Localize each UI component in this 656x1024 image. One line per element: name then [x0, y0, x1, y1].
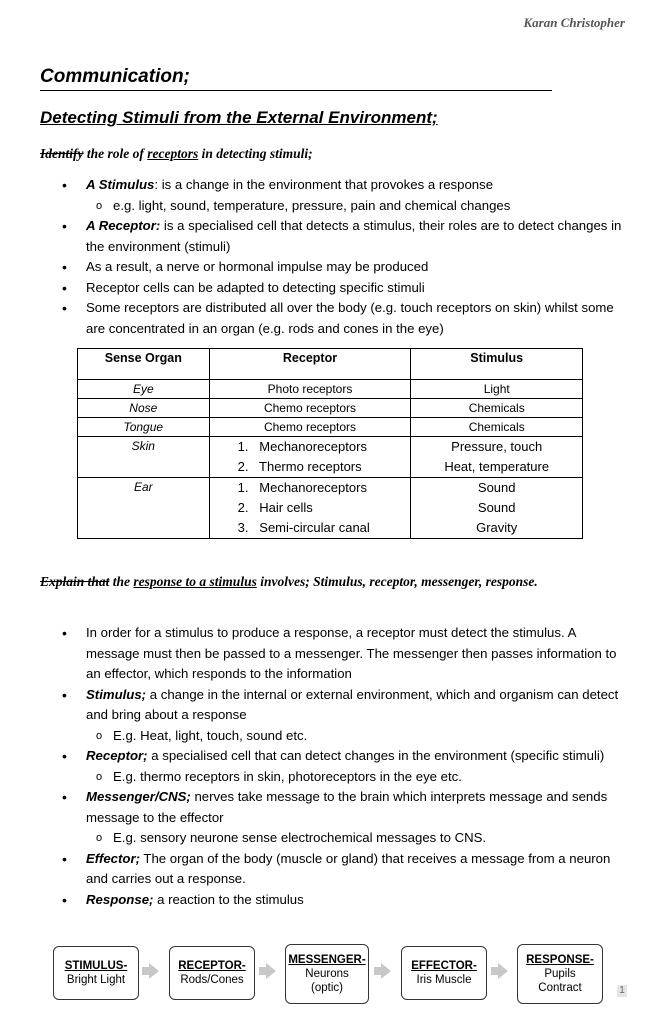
flow-text: Bright Light — [66, 974, 126, 986]
list-item — [40, 278, 630, 299]
receptor-entry: 2. Thermo receptors — [237, 459, 362, 474]
heading-text: in detecting stimuli; — [198, 146, 313, 161]
table-cell: Ear — [78, 478, 210, 539]
table-row — [78, 380, 583, 399]
column-header: Sense Organ — [78, 349, 210, 380]
section2-list — [40, 623, 630, 910]
item-text: E.g. Heat, light, touch, sound etc. — [113, 727, 308, 743]
flow-label: STIMULUS- — [64, 960, 128, 972]
list-item — [40, 623, 630, 685]
list-item — [40, 890, 630, 911]
section1-heading — [40, 146, 313, 162]
heading-struck-word: Explain that — [40, 574, 110, 589]
page-subtitle: Detecting Stimuli from the External Environment; — [40, 108, 438, 127]
list-item — [40, 216, 630, 257]
list-item — [40, 849, 630, 890]
table-cell: Chemo receptors — [209, 418, 411, 437]
item-text: a reaction to the stimulus — [153, 891, 304, 907]
item-text: The organ of the body (muscle or gland) that receives a message from a neuron and carries out a response. — [86, 850, 611, 886]
term-label: Effector; — [86, 850, 140, 866]
item-text: Some receptors are distributed all over the body (e.g. touch receptors on skin) whilst some are concentrated in an organ (e.g. rods and cones in the eye) — [86, 300, 614, 336]
table-header-row — [78, 349, 583, 380]
table-cell: Chemicals — [411, 399, 583, 418]
flow-label: EFFECTOR- — [411, 960, 477, 972]
heading-underlined: response to a stimulus — [133, 574, 257, 589]
item-text: a specialised cell that can detect changes in the environment (specific stimuli) — [147, 748, 605, 763]
table-cell — [411, 478, 583, 539]
item-text: is a specialised cell that detects a stimulus, their roles are to detect changes in the environment (stimuli) — [86, 218, 622, 254]
flow-label: MESSENGER- — [288, 954, 366, 966]
sense-organ-table — [77, 348, 583, 539]
item-text: E.g. thermo receptors in skin, photoreceptors in the eye etc. — [113, 768, 462, 784]
section1-list — [40, 175, 630, 339]
flow-box-stimulus — [53, 946, 139, 1000]
term-label: Stimulus; — [86, 686, 147, 702]
heading-text: involves; Stimulus, receptor, messenger, response. — [256, 574, 538, 589]
flow-text: Iris Muscle — [416, 974, 472, 986]
item-text: Receptor cells can be adapted to detecting specific stimuli — [86, 279, 425, 295]
list-item — [40, 257, 630, 278]
table-cell — [209, 478, 411, 539]
item-text: : is a change in the environment that provokes a response — [154, 177, 494, 192]
term-label: Receptor; — [86, 748, 148, 763]
item-text: e.g. light, sound, temperature, pressure, pain and chemical changes — [113, 197, 511, 213]
term-label: A Receptor: — [86, 218, 161, 233]
sub-list-item — [40, 828, 630, 849]
table-cell: Chemicals — [411, 418, 583, 437]
sub-list-item — [40, 196, 630, 217]
heading-text: the role of — [83, 146, 148, 161]
table-row — [78, 418, 583, 437]
receptor-entry: 1. Mechanoreceptors — [237, 439, 367, 454]
receptor-entry: 2. Hair cells — [237, 500, 313, 515]
stimulus-entry: Pressure, touch — [451, 439, 543, 454]
column-header: Stimulus — [411, 349, 583, 380]
stimulus-entry: Gravity — [476, 520, 518, 535]
author-name: Karan Christopher — [523, 15, 625, 30]
term-label: Messenger/CNS; — [86, 789, 191, 804]
table-cell: Tongue — [78, 418, 210, 437]
item-text: In order for a stimulus to produce a response, a receptor must detect the stimulus. A message must then be passed to a messenger. The messenger then passes information to an effector, which responds to the information — [86, 625, 617, 681]
receptor-entry: 1. Mechanoreceptors — [237, 480, 367, 495]
item-text: a change in the internal or external environment, which and organism can detect and bring about a response — [86, 686, 619, 722]
item-text: E.g. sensory neurone sense electrochemical messages to CNS. — [113, 830, 487, 845]
flow-box-receptor — [169, 946, 255, 1000]
list-item — [40, 746, 630, 767]
page-number: 1 — [617, 985, 627, 997]
table-cell — [411, 437, 583, 478]
table-cell — [209, 437, 411, 478]
flow-box-effector — [401, 946, 487, 1000]
section2-heading — [40, 572, 615, 592]
flow-text: Rods/Cones — [180, 974, 244, 986]
term-label: Response; — [86, 891, 154, 907]
item-text: As a result, a nerve or hormonal impulse may be produced — [86, 259, 429, 274]
column-header: Receptor — [209, 349, 411, 380]
list-item — [40, 298, 630, 339]
heading-text: the — [109, 574, 134, 589]
term-label: A Stimulus — [86, 177, 155, 192]
heading-underlined: receptors — [147, 146, 199, 161]
list-item — [40, 175, 630, 196]
table-row — [78, 399, 583, 418]
flow-text: Neurons (optic) — [305, 968, 349, 994]
table-row — [78, 478, 583, 539]
flow-box-response — [517, 944, 603, 1004]
flow-label: RESPONSE- — [526, 954, 594, 966]
stimulus-entry: Sound — [477, 480, 516, 495]
sub-list-item — [40, 767, 630, 788]
heading-struck-word: Identify — [40, 146, 84, 161]
stimulus-entry: Heat, temperature — [444, 459, 550, 474]
sub-list-item — [40, 726, 630, 747]
stimulus-entry: Sound — [477, 500, 516, 515]
item-text: nerves take message to the brain which interprets message and sends message to the effector — [86, 789, 608, 825]
table-cell: Nose — [78, 399, 210, 418]
table-row — [78, 437, 583, 478]
table-cell: Chemo receptors — [209, 399, 411, 418]
receptor-entry: 3. Semi-circular canal — [237, 520, 370, 535]
list-item — [40, 685, 630, 726]
flow-box-messenger — [285, 944, 369, 1004]
table-cell: Eye — [78, 380, 210, 399]
table-cell: Light — [411, 380, 583, 399]
page-title: Communication; — [40, 66, 552, 91]
flow-text: Pupils Contract — [538, 968, 582, 994]
list-item — [40, 787, 630, 828]
flow-label: RECEPTOR- — [178, 960, 246, 972]
table-cell: Skin — [78, 437, 210, 478]
table-cell: Photo receptors — [209, 380, 411, 399]
